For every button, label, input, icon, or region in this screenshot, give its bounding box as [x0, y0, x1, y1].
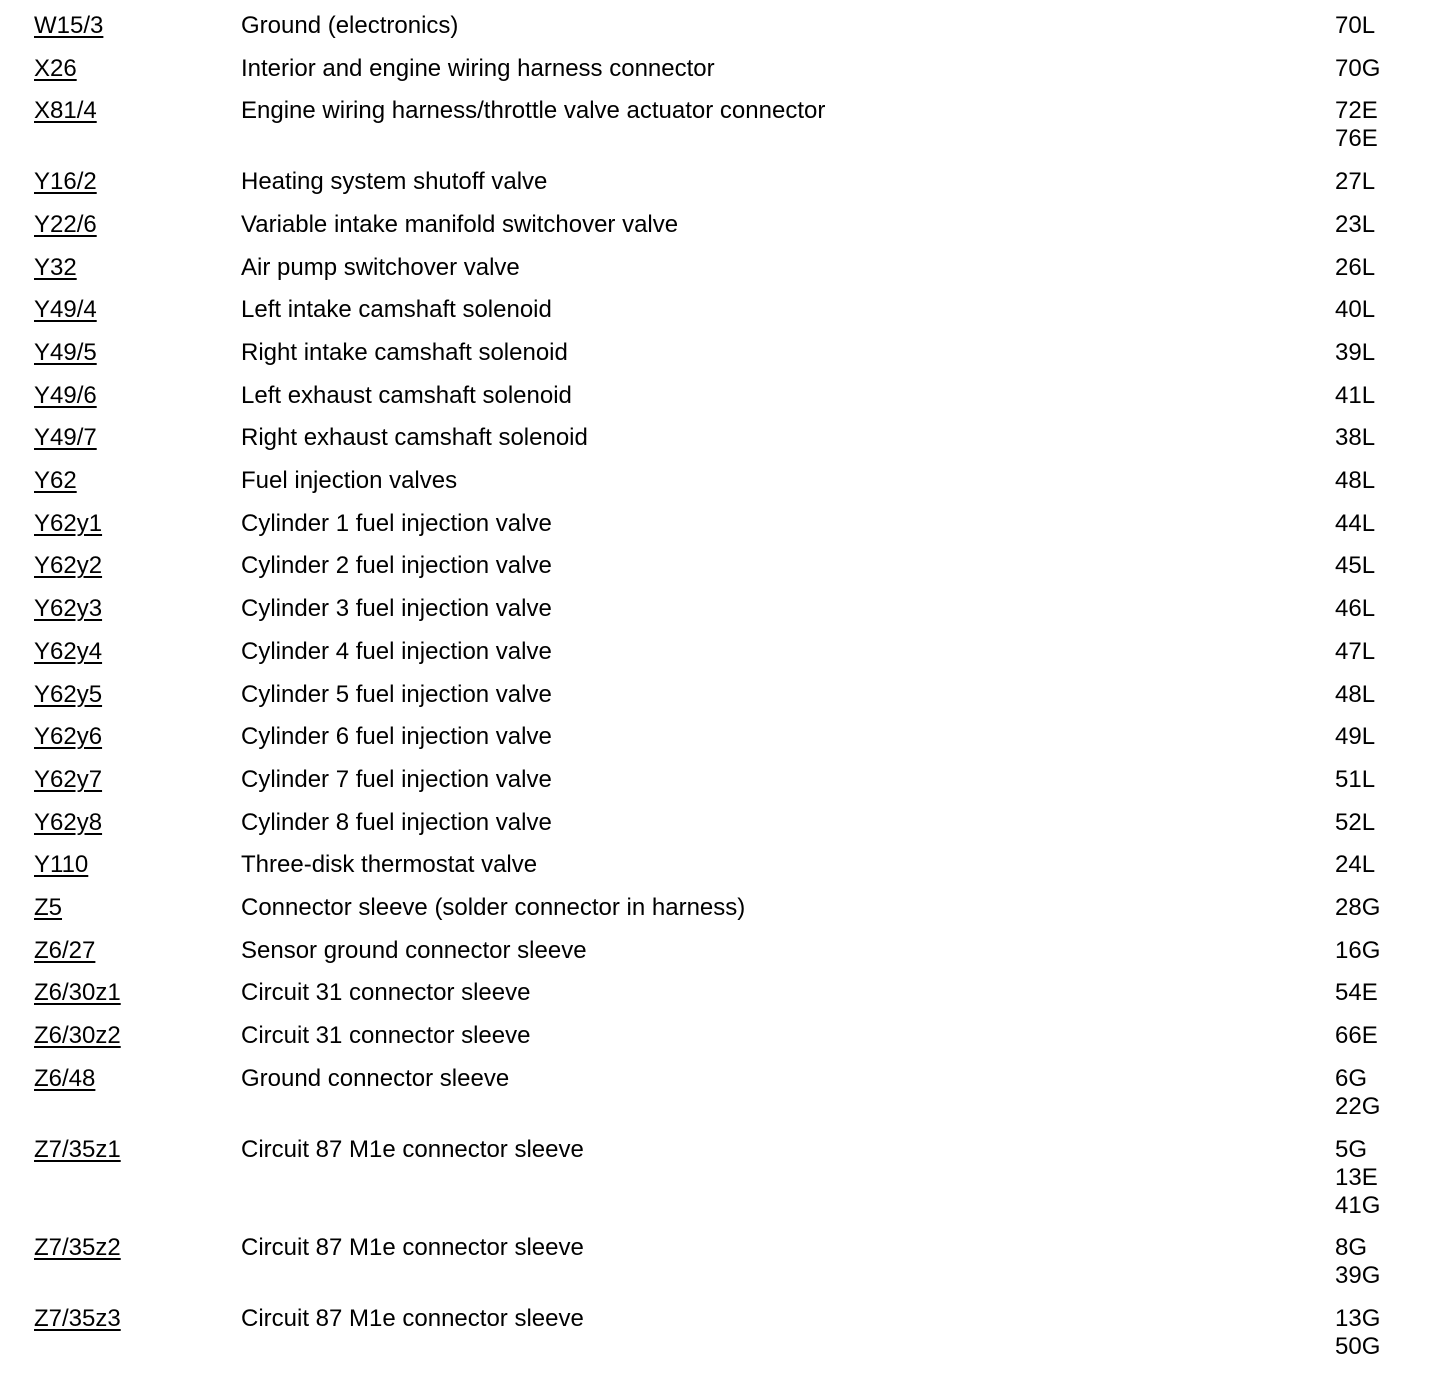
grid-location-list: [1335, 424, 1375, 452]
component-description: Circuit 87 M1e connector sleeve: [241, 1304, 584, 1332]
component-description: Engine wiring harness/throttle valve actuator connector: [241, 97, 826, 125]
grid-location-list: [1335, 638, 1375, 666]
grid-location: 54E: [1335, 979, 1378, 1007]
grid-location: 49L: [1335, 723, 1376, 751]
grid-location-list: [1335, 937, 1380, 965]
grid-location: 13G: [1335, 1304, 1381, 1332]
component-code-link[interactable]: Y62y4: [34, 637, 103, 665]
component-code-link[interactable]: Y110: [34, 851, 89, 879]
component-description: Cylinder 8 fuel injection valve: [241, 808, 552, 836]
grid-location: 50G: [1335, 1332, 1381, 1360]
component-description: Circuit 87 M1e connector sleeve: [241, 1135, 584, 1163]
grid-location: 24L: [1335, 851, 1376, 879]
grid-location: 39L: [1335, 338, 1376, 366]
component-code-link[interactable]: Y49/7: [34, 424, 97, 452]
grid-location: 13E: [1335, 1163, 1378, 1191]
component-description: Three-disk thermostat valve: [241, 851, 538, 879]
component-description: Left intake camshaft solenoid: [241, 296, 552, 324]
grid-location: 46L: [1335, 595, 1376, 623]
grid-location: 44L: [1335, 509, 1376, 537]
component-description: Cylinder 5 fuel injection valve: [241, 680, 552, 708]
component-description: Air pump switchover valve: [241, 253, 520, 281]
grid-location: 72E: [1335, 97, 1378, 125]
component-description: Ground (electronics): [241, 12, 459, 39]
grid-location: 76E: [1335, 125, 1378, 153]
component-description: Left exhaust camshaft solenoid: [241, 381, 572, 409]
grid-location-list: [1335, 12, 1375, 40]
component-description: Circuit 87 M1e connector sleeve: [241, 1234, 584, 1262]
grid-location-list: [1335, 168, 1375, 196]
grid-location: 16G: [1335, 936, 1381, 964]
component-code-link[interactable]: Z7/35z2: [34, 1234, 121, 1262]
component-code-link[interactable]: Y32: [34, 253, 77, 281]
grid-location: 47L: [1335, 637, 1376, 665]
grid-location: 52L: [1335, 808, 1376, 836]
grid-location: 8G: [1335, 1234, 1368, 1262]
component-code-link[interactable]: Y16/2: [34, 168, 97, 196]
grid-location: 40L: [1335, 296, 1376, 324]
component-code-link[interactable]: Y49/6: [34, 381, 97, 409]
component-description: Sensor ground connector sleeve: [241, 936, 587, 964]
component-description: Right intake camshaft solenoid: [241, 338, 568, 366]
grid-location-list: [1335, 1234, 1380, 1290]
grid-location: 39G: [1335, 1262, 1381, 1290]
grid-location: 5G: [1335, 1135, 1368, 1163]
grid-location-list: [1335, 681, 1375, 709]
component-description: Cylinder 4 fuel injection valve: [241, 637, 552, 665]
grid-location-list: [1335, 723, 1375, 751]
component-code-link[interactable]: Z6/27: [34, 936, 96, 964]
component-description: Cylinder 6 fuel injection valve: [241, 723, 552, 751]
grid-location: 28G: [1335, 894, 1381, 921]
grid-location: 26L: [1335, 253, 1376, 281]
component-code-link[interactable]: Y62y8: [34, 808, 103, 836]
component-code-link[interactable]: Y62y5: [34, 680, 103, 708]
grid-location: 48L: [1335, 467, 1376, 494]
grid-location-list: [1335, 1022, 1378, 1050]
grid-location-list: [1335, 211, 1375, 239]
grid-location-list: [1335, 552, 1375, 580]
grid-location-list: [1335, 382, 1375, 410]
grid-location: 27L: [1335, 168, 1376, 196]
grid-location: 38L: [1335, 424, 1376, 452]
component-code-link[interactable]: Z7/35z3: [34, 1304, 121, 1332]
grid-location-list: [1335, 1305, 1380, 1361]
grid-location: 70L: [1335, 12, 1376, 39]
grid-location: 41G: [1335, 1191, 1381, 1219]
grid-location-list: [1335, 809, 1375, 837]
component-code-link[interactable]: Z5: [34, 894, 63, 921]
component-code-link[interactable]: X81/4: [34, 97, 97, 125]
grid-location: 48L: [1335, 680, 1376, 708]
component-code-link[interactable]: Z7/35z1: [34, 1135, 121, 1163]
component-code-link[interactable]: Y62y2: [34, 552, 103, 580]
grid-location-list: [1335, 851, 1375, 879]
component-description: Interior and engine wiring harness connector: [241, 54, 715, 82]
component-code-link[interactable]: Z6/48: [34, 1064, 96, 1092]
grid-location-list: [1335, 254, 1375, 282]
grid-location-list: [1335, 296, 1375, 324]
grid-location: 45L: [1335, 552, 1376, 580]
grid-location-list: [1335, 339, 1375, 367]
component-code-link[interactable]: W15/3: [34, 12, 104, 39]
grid-location: 22G: [1335, 1092, 1381, 1120]
component-description: Fuel injection valves: [241, 467, 458, 494]
component-description: Heating system shutoff valve: [241, 168, 548, 196]
component-description: Cylinder 1 fuel injection valve: [241, 509, 552, 537]
component-code-link[interactable]: Y22/6: [34, 210, 97, 238]
grid-location-list: [1335, 1136, 1380, 1220]
grid-location-list: [1335, 766, 1375, 794]
grid-location: 51L: [1335, 765, 1376, 793]
grid-location-list: [1335, 595, 1375, 623]
grid-location: 6G: [1335, 1064, 1368, 1092]
component-description: Variable intake manifold switchover valve: [241, 210, 679, 238]
component-code-link[interactable]: Y49/5: [34, 338, 97, 366]
component-code-link[interactable]: Z6/30z1: [34, 979, 121, 1007]
component-description: Circuit 31 connector sleeve: [241, 979, 531, 1007]
component-description: Cylinder 3 fuel injection valve: [241, 595, 552, 623]
component-code-link[interactable]: Y62y6: [34, 723, 103, 751]
component-code-link[interactable]: Y49/4: [34, 296, 97, 324]
component-description: Connector sleeve (solder connector in harness): [241, 894, 746, 921]
component-code-link[interactable]: Z6/30z2: [34, 1022, 121, 1050]
component-code-link[interactable]: Y62: [34, 467, 77, 494]
grid-location: 70G: [1335, 54, 1381, 82]
component-description: Right exhaust camshaft solenoid: [241, 424, 588, 452]
component-code-link[interactable]: X26: [34, 54, 77, 82]
grid-location-list: [1335, 97, 1378, 153]
grid-location-list: [1335, 979, 1378, 1007]
grid-location: 23L: [1335, 210, 1376, 238]
grid-location-list: [1335, 467, 1375, 495]
component-description: Ground connector sleeve: [241, 1064, 510, 1092]
grid-location-list: [1335, 55, 1380, 83]
component-code-link[interactable]: Y62y3: [34, 595, 103, 623]
grid-location-list: [1335, 1065, 1380, 1121]
component-description: Circuit 31 connector sleeve: [241, 1022, 531, 1050]
component-description: Cylinder 7 fuel injection valve: [241, 765, 552, 793]
component-code-link[interactable]: Y62y1: [34, 509, 103, 537]
grid-location: 66E: [1335, 1022, 1378, 1050]
grid-location: 41L: [1335, 381, 1376, 409]
grid-location-list: [1335, 894, 1380, 922]
component-code-link[interactable]: Y62y7: [34, 765, 103, 793]
component-description: Cylinder 2 fuel injection valve: [241, 552, 552, 580]
grid-location-list: [1335, 510, 1375, 538]
